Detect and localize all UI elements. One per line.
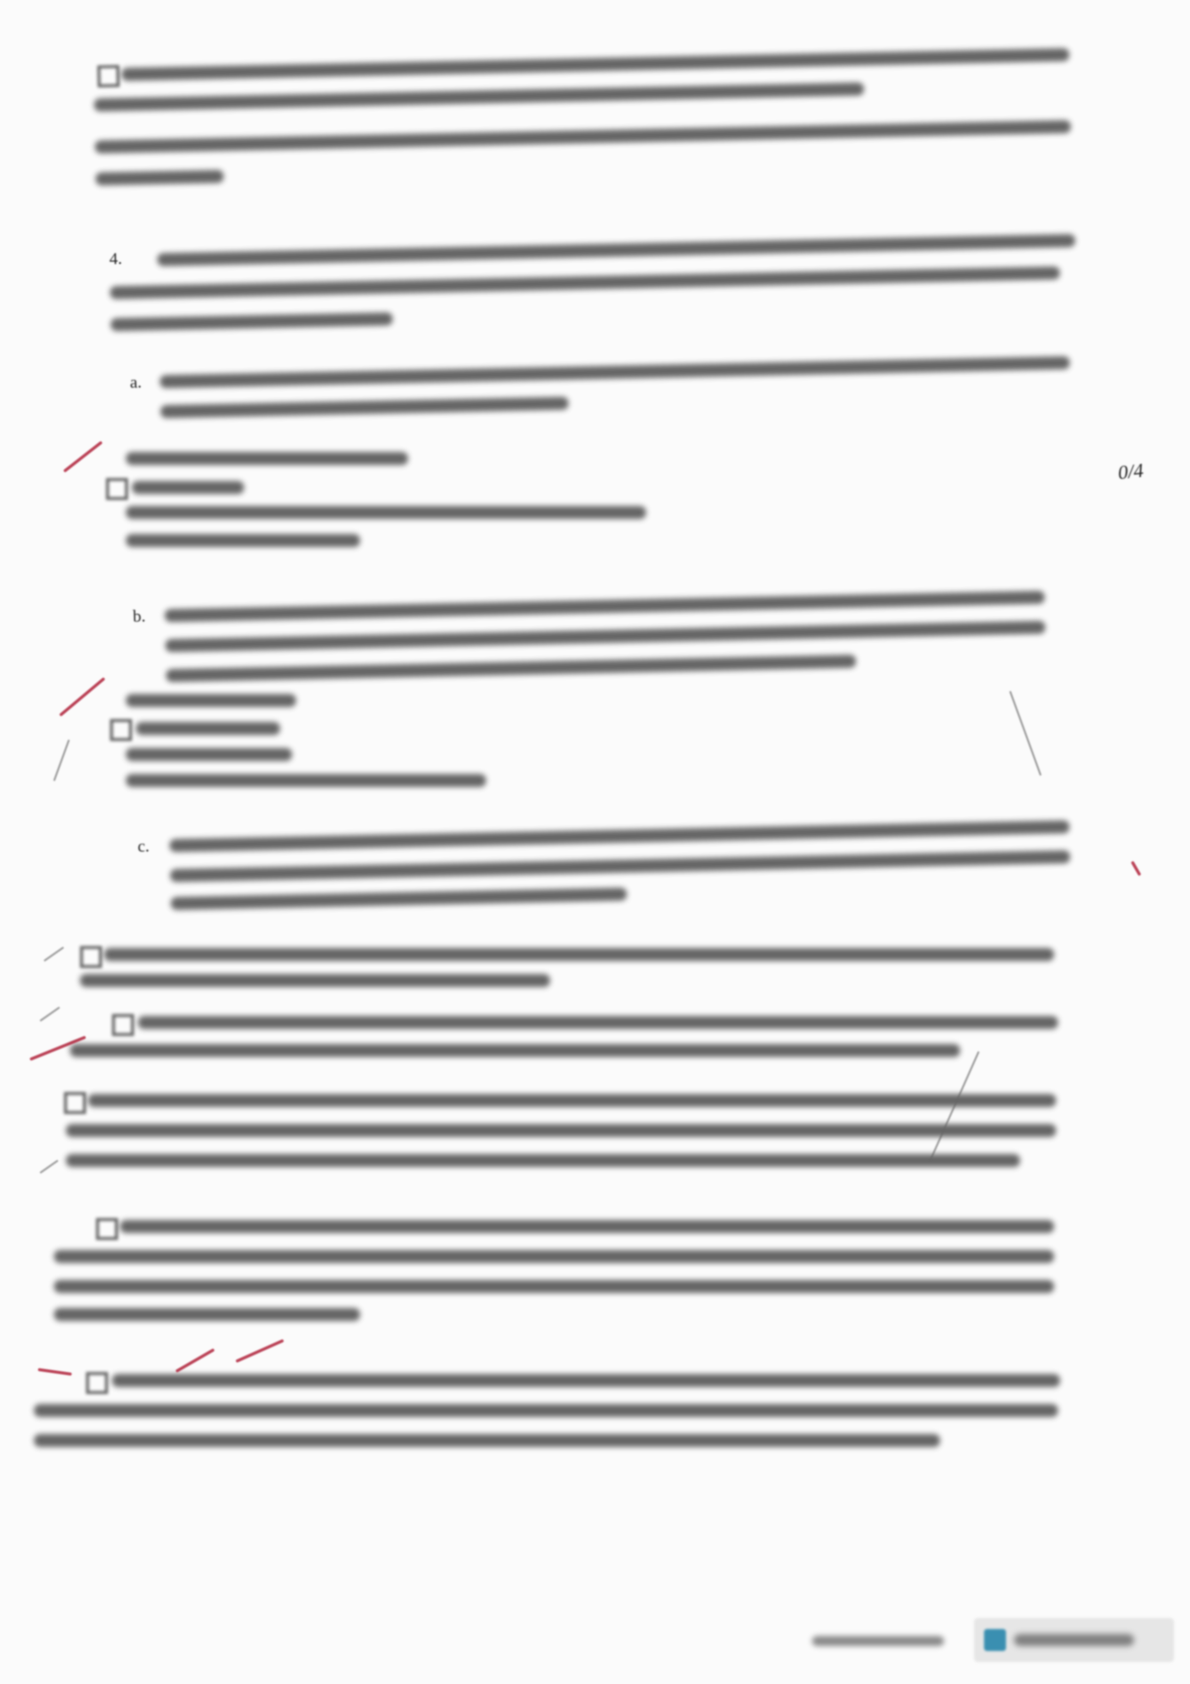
text-line [66,1124,1056,1137]
option-line [126,452,408,465]
scanner-watermark-logo [974,1618,1174,1662]
check-mark [235,1339,284,1363]
watermark-powered-text [812,1636,944,1646]
margin-score-note: 0/4 [1116,459,1145,485]
check-mark [175,1348,215,1373]
option-line [136,722,280,735]
check-mark [38,1368,72,1376]
pencil-tick [39,1160,58,1174]
scanner-app-icon [984,1629,1006,1651]
answer-box [112,1014,134,1036]
text-line [166,655,856,682]
text-line [94,82,864,111]
text-line [165,591,1045,622]
text-line [111,312,393,331]
pencil-tick [43,946,64,961]
option-line [126,534,360,547]
option-line [126,748,292,761]
pencil-line [1009,691,1042,776]
pencil-tick [53,739,70,781]
text-line [171,888,627,911]
text-line [160,356,1070,388]
option-line [132,481,244,494]
text-line [34,1434,940,1447]
text-line [34,1404,1058,1417]
text-line [157,234,1075,266]
text-line [160,397,568,419]
text-line [120,1220,1054,1233]
text-line [110,266,1060,299]
text-line [95,120,1071,153]
text-line [66,1154,1020,1167]
text-line [54,1250,1054,1263]
answer-box [110,719,132,741]
question-number: 4. [109,248,123,269]
text-line [112,1374,1060,1387]
check-mark [63,441,103,473]
answer-box [80,946,102,968]
statement-block-top [0,0,1190,12]
watermark-text [1014,1634,1134,1646]
answer-box [106,478,128,500]
text-line [104,948,1054,961]
text-line [138,1016,1058,1029]
text-line [165,621,1045,652]
question-4 [0,0,1190,269]
text-line [54,1280,1054,1293]
answer-box [97,65,119,87]
check-mark [59,677,105,717]
option-line [126,774,486,787]
text-line [121,48,1069,81]
answer-box [64,1092,86,1114]
text-line [70,1044,960,1057]
text-line [96,170,224,186]
text-line [169,820,1069,852]
pencil-tick [39,1006,60,1021]
answer-box [86,1372,108,1394]
item-label: c. [137,836,150,856]
option-line [126,694,296,707]
answer-box [96,1218,118,1240]
text-line [88,1094,1056,1107]
text-line [80,974,550,987]
item-label: a. [129,372,142,392]
item-label: b. [132,606,146,626]
item-a [0,0,1190,392]
check-mark [1131,861,1142,876]
text-line [54,1308,360,1321]
text-line [170,850,1070,882]
option-line [126,506,646,519]
